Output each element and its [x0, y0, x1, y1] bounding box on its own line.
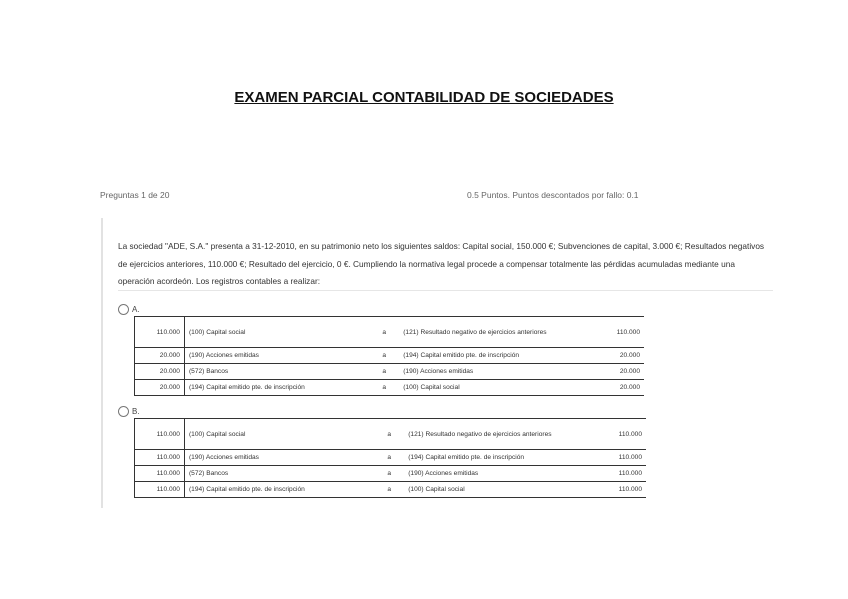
debit-amount: 110.000 [135, 482, 185, 498]
option-b-label: B. [132, 407, 140, 416]
entry-connector: a [382, 328, 387, 336]
question-left-border [101, 218, 103, 508]
credit-account: (121) Resultado negativo de ejercicios anteriores [403, 328, 547, 336]
debit-account: (194) Capital emitido pte. de inscripción [184, 482, 374, 498]
entry-connector: a [382, 384, 387, 391]
credit-amount: 20.000 [619, 352, 640, 359]
credit-amount: 20.000 [619, 368, 640, 375]
entry-connector: a [387, 454, 392, 461]
debit-account: (190) Acciones emitidas [184, 450, 374, 466]
credit-account: (194) Capital emitido pte. de inscripción [408, 454, 525, 461]
entry-connector: a [382, 352, 387, 359]
page-title: EXAMEN PARCIAL CONTABILIDAD DE SOCIEDADES [234, 89, 614, 106]
table-row [135, 364, 645, 380]
table-row [135, 317, 645, 348]
debit-amount: 20.000 [135, 348, 185, 364]
credit-amount: 110.000 [618, 486, 642, 493]
debit-amount: 110.000 [135, 317, 185, 348]
debit-account: (190) Acciones emitidas [184, 348, 369, 364]
table-row [135, 450, 647, 466]
credit-account: (100) Capital social [408, 486, 465, 493]
radio-option-a[interactable] [118, 304, 129, 315]
debit-account: (572) Bancos [184, 364, 369, 380]
credit-account: (190) Acciones emitidas [408, 470, 479, 477]
debit-amount: 20.000 [135, 380, 185, 396]
question-text: La sociedad "ADE, S.A." presenta a 31-12-2010, en su patrimonio neto los siguientes saldos: Capital social, 150.000 €; Subvenciones de capital, 3.000 €; Resultados negativos de ejercicios anteriores, 110.000 €; Resultado del ejercicio, 0 €. Cumpliendo la normativa legal procede a compensar totalmente las pérdidas acumuladas mediante una operación acordeón. Los registros contables a realizar: [118, 241, 765, 286]
table-row [135, 466, 647, 482]
debit-account: (100) Capital social [184, 317, 369, 348]
debit-amount: 110.000 [135, 466, 185, 482]
entry-connector: a [387, 470, 392, 477]
table-row [135, 419, 647, 450]
credit-account: (190) Acciones emitidas [403, 368, 474, 375]
credit-amount: 110.000 [618, 430, 642, 438]
credit-amount: 110.000 [618, 454, 642, 461]
debit-account: (572) Bancos [184, 466, 374, 482]
option-a-table [134, 316, 644, 396]
debit-account: (194) Capital emitido pte. de inscripción [184, 380, 369, 396]
credit-account: (100) Capital social [403, 384, 460, 391]
option-b-table [134, 418, 646, 498]
option-b[interactable] [118, 406, 140, 417]
credit-amount: 110.000 [618, 470, 642, 477]
option-a[interactable] [118, 304, 140, 315]
debit-account: (100) Capital social [184, 419, 374, 450]
credit-account: (121) Resultado negativo de ejercicios anteriores [408, 430, 552, 438]
table-row [135, 380, 645, 396]
credit-amount: 110.000 [616, 328, 640, 336]
entry-connector: a [387, 430, 392, 438]
debit-amount: 20.000 [135, 364, 185, 380]
debit-amount: 110.000 [135, 450, 185, 466]
table-row [135, 348, 645, 364]
table-row [135, 482, 647, 498]
credit-account: (194) Capital emitido pte. de inscripción [403, 352, 520, 359]
option-a-label: A. [132, 305, 140, 314]
entry-connector: a [387, 486, 392, 493]
debit-amount: 110.000 [135, 419, 185, 450]
question-divider [118, 290, 773, 291]
points-info: 0.5 Puntos. Puntos descontados por fallo: 0.1 [467, 190, 639, 200]
radio-option-b[interactable] [118, 406, 129, 417]
entry-connector: a [382, 368, 387, 375]
credit-amount: 20.000 [619, 384, 640, 391]
question-counter: Preguntas 1 de 20 [100, 190, 170, 200]
